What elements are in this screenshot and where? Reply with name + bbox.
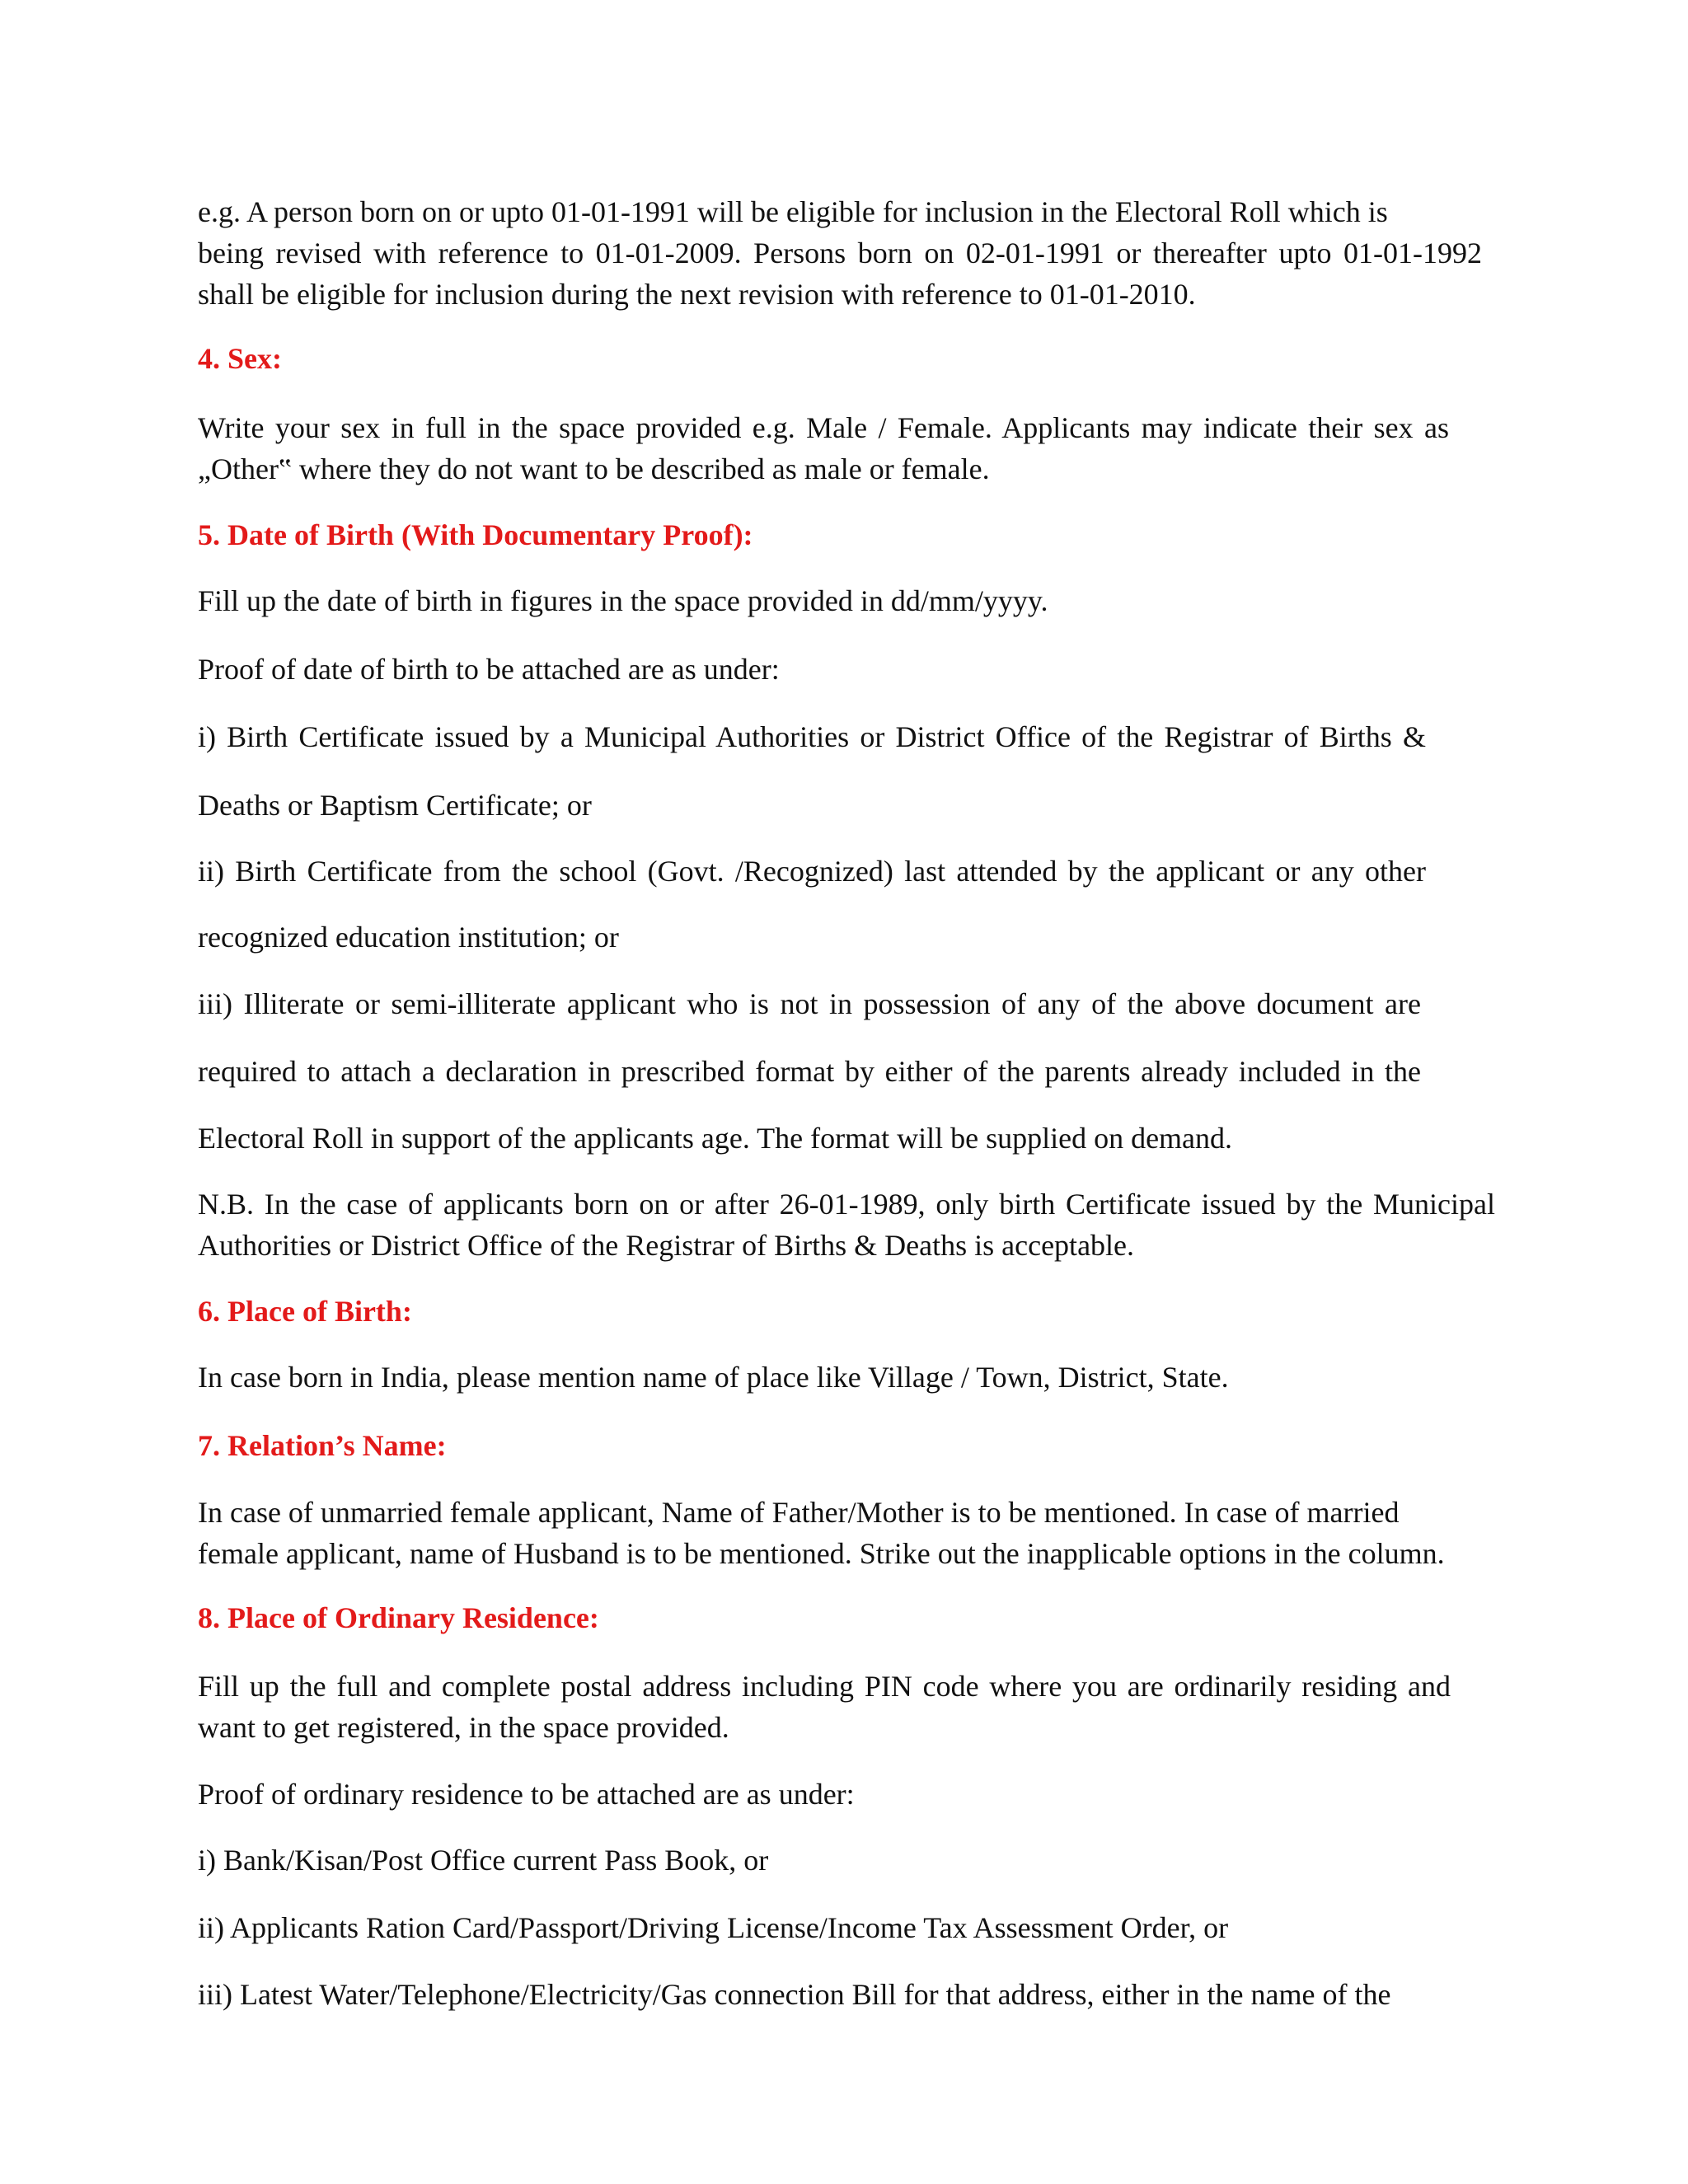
- ordinary-residence-paragraph: [198, 1666, 1500, 1748]
- dob-proof-item-ii: [198, 851, 1500, 892]
- text-line: i) Birth Certificate issued by a Municipal Authorities or District Office of the Registrar of Births &: [198, 720, 1426, 753]
- text-line: Proof of date of birth to be attached are as under:: [198, 653, 780, 686]
- text-line: want to get registered, in the space provided.: [198, 1711, 729, 1744]
- text-line: ii) Birth Certificate from the school (Govt. /Recognized) last attended by the applicant or any other: [198, 855, 1426, 888]
- residence-proof-intro: [198, 1774, 1500, 1815]
- text-line: Write your sex in full in the space provided e.g. Male / Female. Applicants may indicate their sex as: [198, 411, 1449, 444]
- text-line: In case of unmarried female applicant, Name of Father/Mother is to be mentioned. In case of married: [198, 1496, 1400, 1529]
- residence-proof-item-iii: [198, 1974, 1500, 2015]
- text-line: Proof of ordinary residence to be attached are as under:: [198, 1778, 855, 1811]
- text-line: „Other‟ where they do not want to be described as male or female.: [198, 452, 990, 485]
- text-line: e.g. A person born on or upto 01-01-1991 will be eligible for inclusion in the Electoral Roll which is: [198, 195, 1388, 228]
- nb-paragraph: [198, 1183, 1500, 1266]
- sex-paragraph: [198, 407, 1500, 490]
- eligibility-example-paragraph: [198, 191, 1500, 315]
- section-heading-ordinary-residence: 8. Place of Ordinary Residence:: [198, 1601, 599, 1634]
- text-line: Deaths or Baptism Certificate; or: [198, 789, 592, 822]
- residence-proof-item-ii: [198, 1907, 1500, 1948]
- dob-proof-item-i: [198, 716, 1500, 757]
- text-line: In case born in India, please mention name of place like Village / Town, District, State.: [198, 1361, 1229, 1394]
- text-line: iii) Latest Water/Telephone/Electricity/Gas connection Bill for that address, either in the name of the: [198, 1978, 1391, 2011]
- text-line: N.B. In the case of applicants born on or after 26-01-1989, only birth Certificate issued by the Municipal: [198, 1188, 1495, 1221]
- text-line: ii) Applicants Ration Card/Passport/Driving License/Income Tax Assessment Order, or: [198, 1911, 1229, 1944]
- text-line: shall be eligible for inclusion during the next revision with reference to 01-01-2010.: [198, 278, 1196, 311]
- dob-proof-item-iii-cont: [198, 1051, 1500, 1092]
- relations-name-paragraph: [198, 1492, 1500, 1574]
- section-heading-relations-name: 7. Relation’s Name:: [198, 1429, 447, 1462]
- text-line: female applicant, name of Husband is to be mentioned. Strike out the inapplicable options in the column.: [198, 1537, 1445, 1570]
- text-line: being revised with reference to 01-01-2009. Persons born on 02-01-1991 or thereafter upto 01-01-1992: [198, 237, 1482, 269]
- dob-fill-paragraph: [198, 580, 1500, 621]
- text-line: i) Bank/Kisan/Post Office current Pass Book, or: [198, 1844, 769, 1877]
- text-line: Fill up the full and complete postal address including PIN code where you are ordinarily residing and: [198, 1670, 1451, 1703]
- text-line: recognized education institution; or: [198, 921, 619, 954]
- dob-proof-intro: [198, 649, 1500, 690]
- dob-proof-item-ii-cont: [198, 916, 1500, 958]
- section-heading-date-of-birth: 5. Date of Birth (With Documentary Proof):: [198, 518, 753, 551]
- text-line: Fill up the date of birth in figures in the space provided in dd/mm/yyyy.: [198, 584, 1048, 617]
- dob-proof-item-iii: [198, 983, 1500, 1024]
- text-line: required to attach a declaration in prescribed format by either of the parents already included in the: [198, 1055, 1421, 1088]
- text-line: iii) Illiterate or semi-illiterate applicant who is not in possession of any of the above document are: [198, 987, 1421, 1020]
- text-line: Authorities or District Office of the Registrar of Births & Deaths is acceptable.: [198, 1229, 1135, 1262]
- residence-proof-item-i: [198, 1840, 1500, 1881]
- section-heading-place-of-birth: 6. Place of Birth:: [198, 1295, 412, 1328]
- dob-proof-item-iii-cont2: [198, 1118, 1500, 1159]
- dob-proof-item-i-cont: [198, 785, 1500, 826]
- place-of-birth-paragraph: [198, 1357, 1500, 1398]
- section-heading-sex: 4. Sex:: [198, 342, 282, 375]
- text-line: Electoral Roll in support of the applicants age. The format will be supplied on demand.: [198, 1122, 1233, 1155]
